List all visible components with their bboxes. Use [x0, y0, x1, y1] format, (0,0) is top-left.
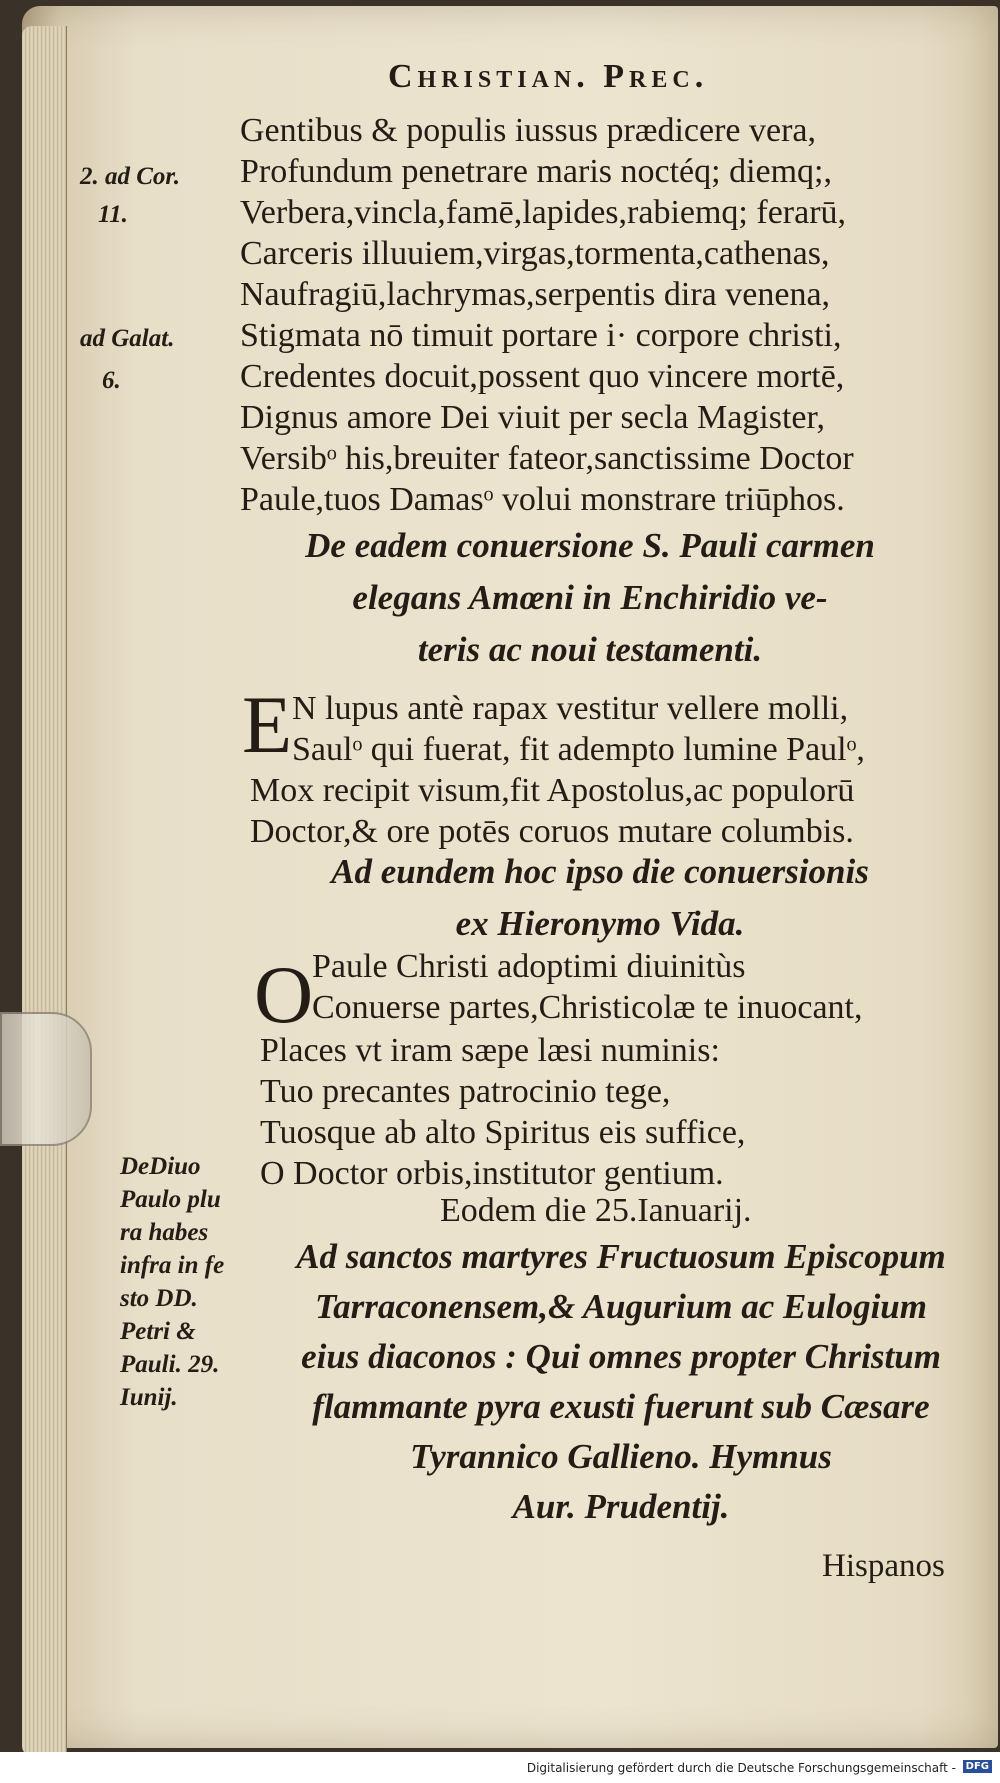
margin-line: Petri & [120, 1318, 196, 1345]
heading-line: Aur. Prudentij. [512, 1487, 730, 1526]
margin-line: Paulo plu [120, 1186, 221, 1213]
verse-line: Conuerse partes,Christicolæ te inuocant, [312, 989, 863, 1026]
heading-line: eius diaconos : Qui omnes propter Christum [301, 1337, 941, 1376]
margin-line: DeDiuo [120, 1153, 201, 1180]
verse-line: Mox recipit visum,fit Apostolus,ac populorū [250, 772, 855, 809]
heading-1 [240, 520, 940, 676]
dfg-logo: DFG [963, 1760, 992, 1773]
heading-3 [262, 1232, 980, 1532]
heading-line: teris ac noui testamenti. [417, 630, 763, 669]
footer-bar [0, 1752, 1000, 1783]
verse-line: Paule,tuos Damasᵒ volui monstrare triūphos. [240, 481, 845, 518]
drop-cap-e: E [242, 679, 293, 770]
margin-note-galat-num: 6. [102, 367, 121, 394]
verse-line: Doctor,& ore potēs coruos mutare columbis. [250, 813, 854, 850]
verse-block-2-indent [292, 688, 982, 770]
verse-block-2 [250, 770, 980, 852]
catchword: Hispanos [822, 1548, 945, 1584]
verse-line: Naufragiū,lachrymas,serpentis dira venena, [240, 276, 831, 313]
verse-line: Tuosque ab alto Spiritus eis suffice, [260, 1114, 746, 1151]
verse-block-3-indent [312, 946, 982, 1028]
running-header: Christian. Prec. [388, 58, 709, 95]
margin-line: Pauli. 29. [120, 1351, 220, 1378]
verse-block-3 [260, 1030, 980, 1194]
verse-line: N lupus antè rapax vestitur vellere molli, [292, 690, 849, 727]
drop-cap-o: O [254, 949, 314, 1040]
margin-line: infra in fe [120, 1252, 225, 1279]
heading-2 [250, 846, 950, 950]
margin-line: Iunij. [120, 1384, 178, 1411]
margin-line: ra habes [120, 1219, 209, 1246]
verse-line: Credentes docuit,possent quo vincere mortē, [240, 358, 845, 395]
heading-line: elegans Amœni in Enchiridio ve- [352, 578, 828, 617]
margin-line: sto DD. [120, 1285, 198, 1312]
verse-line: O Doctor orbis,institutor gentium. [260, 1155, 724, 1192]
page-clip [0, 1012, 92, 1146]
verse-line: Places vt iram sæpe læsi numinis: [260, 1032, 720, 1069]
heading-line: ex Hieronymo Vida. [455, 904, 745, 943]
heading-line: Ad sanctos martyres Fructuosum Episcopum [296, 1237, 946, 1276]
footer-credit: Digitalisierung gefördert durch die Deutsche Forschungsgemeinschaft - [526, 1761, 956, 1775]
verse-line: Stigmata nō timuit portare i· corpore christi, [240, 317, 842, 354]
heading-line: Ad eundem hoc ipso die conuersionis [331, 852, 869, 891]
heading-line: Tyrannico Gallieno. Hymnus [410, 1437, 832, 1476]
margin-note-galat: ad Galat. [80, 325, 175, 352]
heading-line: flammante pyra exusti fuerunt sub Cæsare [312, 1387, 930, 1426]
verse-block-1 [240, 110, 980, 520]
verse-line: Verbera,vincla,famē,lapides,rabiemq; ferarū, [240, 194, 847, 231]
margin-note-cor-num: 11. [98, 201, 128, 228]
verse-line: Tuo precantes patrocinio tege, [260, 1073, 671, 1110]
heading-line: Tarraconensem,& Augurium ac Eulogium [314, 1287, 927, 1326]
heading-line: De eadem conuersione S. Pauli carmen [305, 526, 875, 565]
verse-line: Profundum penetrare maris noctéq; diemq;, [240, 153, 832, 190]
verse-line: Dignus amore Dei viuit per secla Magister, [240, 399, 825, 436]
margin-note-paulo [120, 1150, 224, 1414]
date-line: Eodem die 25.Ianuarij. [440, 1192, 752, 1229]
verse-line: Gentibus & populis iussus prædicere vera, [240, 112, 817, 149]
page-edges [22, 26, 67, 1756]
margin-note-cor: 2. ad Cor. [80, 163, 181, 190]
verse-line: Versibᵒ his,breuiter fateor,sanctissime Doctor [240, 440, 854, 477]
verse-line: Paule Christi adoptimi diuinitùs [312, 948, 746, 985]
verse-line: Carceris illuuiem,virgas,tormenta,cathenas, [240, 235, 830, 272]
verse-line: Saulᵒ qui fuerat, fit adempto lumine Paulᵒ, [292, 731, 865, 768]
